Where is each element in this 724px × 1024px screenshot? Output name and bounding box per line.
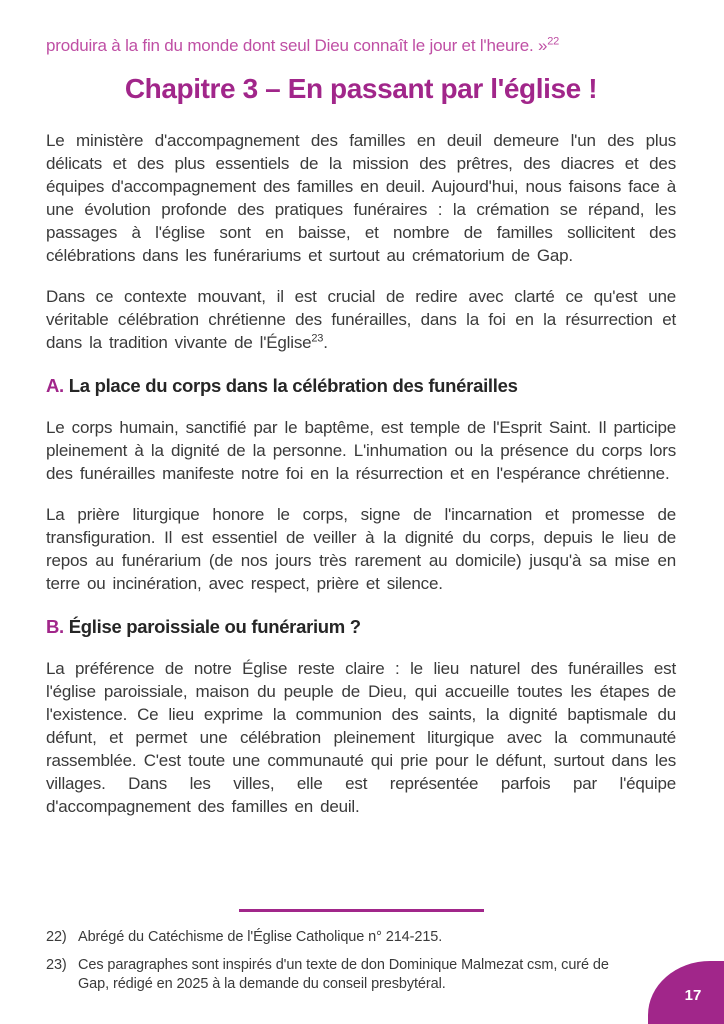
paragraph-church-preference: La préférence de notre Église reste claire : le lieu naturel des funérailles est l'église paroissiale, maison du peuple de Dieu, qui accueille toutes les étapes de l'existence. Ce lieu exprime la communion des saints, la dignité baptismale du défunt, et permet une célébration pleinement liturgique avec la communauté rassemblée. C'est toute une communauté qui prie pour le défunt, surtout dans les villages. Dans les villes, elle est représentée parfois par l'équipe d'accompagnement des familles en deuil. — [46, 659, 676, 816]
section-heading-b — [46, 615, 676, 639]
section-b-title: Église paroissiale ou funérarium ? — [63, 616, 361, 637]
section-a-title: La place du corps dans la célébration des funérailles — [63, 375, 518, 396]
section-b-label: B. — [46, 616, 64, 637]
footnote-ref-22: 22 — [547, 35, 560, 48]
footnote-separator-rule — [239, 909, 484, 912]
paragraph-liturgical-prayer: La prière liturgique honore le corps, signe de l'incarnation et promesse de transfiguration. Il est essentiel de veiller à la dignité du corps, depuis le lieu de repos au funérarium (de nos jours très rarement au domicile) jusqu'à sa mise en terre ou incinération, avec respect, prière et silence. — [46, 505, 676, 593]
footnote-22-text: Abrégé du Catéchisme de l'Église Catholique n° 214-215. — [78, 929, 443, 945]
footnote-23-number: 23) — [46, 957, 67, 973]
footnote-23 — [46, 956, 676, 994]
paragraph-context-tail: . — [323, 333, 328, 352]
page-number: 17 — [684, 987, 702, 1004]
paragraph-body-dignity: Le corps humain, sanctifié par le baptême, est temple de l'Esprit Saint. Il participe pleinement à la dignité de la personne. L'inhumation ou la présence du corps lors des funérailles manifeste notre foi en la résurrection et en l'espérance chrétienne. — [46, 418, 676, 483]
paragraph-context-text: Dans ce contexte mouvant, il est crucial de redire avec clarté ce qu'est une véritable célébration chrétienne des funérailles, dans la foi en la résurrection et dans la tradition vivante de l'Église — [46, 287, 676, 352]
section-heading-a — [46, 374, 676, 398]
footnote-22 — [46, 928, 676, 947]
carryover-quote-line — [46, 34, 676, 57]
paragraph-intro-ministry: Le ministère d'accompagnement des familles en deuil demeure l'un des plus délicats et des plus essentiels de la mission des prêtres, des diacres et des équipes d'accompagnement des familles en deuil. Aujourd'hui, nous faisons face à une évolution profonde des pratiques funéraires : la crémation se répand, les passages à l'église sont en baisse, et nombre de familles sollicitent des célébrations dans les funérariums et surtout au crématorium de Gap. — [46, 131, 676, 265]
footnote-22-number: 22) — [46, 929, 67, 945]
paragraph-context — [46, 285, 676, 354]
section-a-label: A. — [46, 375, 64, 396]
footnotes-section — [46, 909, 676, 994]
footnote-23-text: Ces paragraphes sont inspirés d'un texte de don Dominique Malmezat csm, curé de Gap, rédigé en 2025 à la demande du conseil presbytéral. — [78, 957, 609, 992]
carryover-text: produira à la fin du monde dont seul Dieu connaît le jour et l'heure. » — [46, 36, 548, 55]
chapter-title: Chapitre 3 – En passant par l'église ! — [124, 73, 598, 104]
footnote-ref-23: 23 — [311, 332, 324, 345]
